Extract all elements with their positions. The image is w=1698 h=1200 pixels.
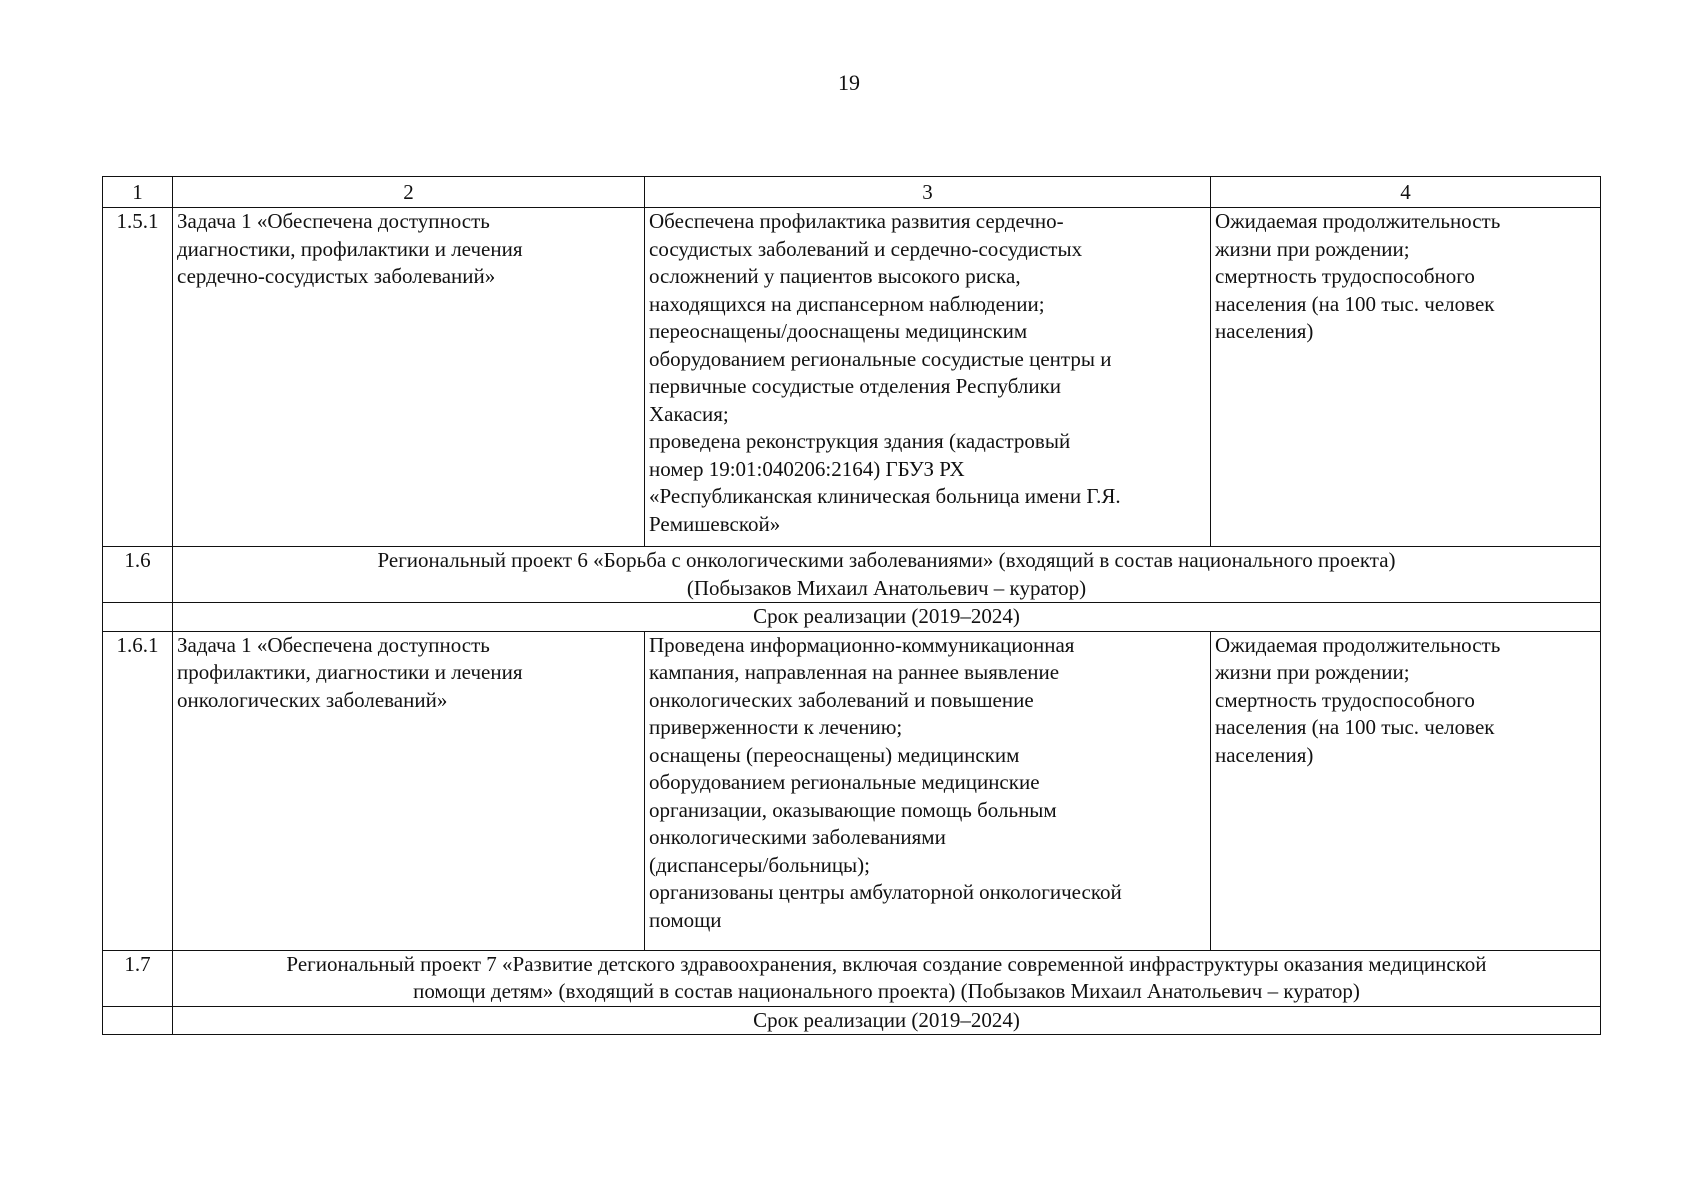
page-number: 19 <box>838 70 860 95</box>
row-number: 1.6 <box>103 547 173 603</box>
row-number <box>103 603 173 632</box>
period-row <box>103 603 1601 632</box>
header-col-2: 2 <box>173 177 645 208</box>
project-title-cell: Региональный проект 6 «Борьба с онкологическими заболеваниями» (входящий в состав национального проекта) (Побызаков Михаил Анатольевич – куратор) <box>173 547 1601 603</box>
project-row <box>103 950 1601 1006</box>
result-cell: Проведена информационно-коммуникационная кампания, направленная на раннее выявление онкологических заболеваний и повышение приверженности к лечению; оснащены (переоснащены) медицинским оборудованием региональные медицинские организации, оказывающие помощь больным онкологическими заболеваниями (диспансеры/больницы); организованы центры амбулаторной онкологической помощи <box>645 631 1211 950</box>
row-number: 1.5.1 <box>103 208 173 547</box>
header-col-3: 3 <box>645 177 1211 208</box>
task-cell: Задача 1 «Обеспечена доступность диагностики, профилактики и лечения сердечно-сосудистых заболеваний» <box>173 208 645 547</box>
row-number: 1.6.1 <box>103 631 173 950</box>
row-number: 1.7 <box>103 950 173 1006</box>
period-row <box>103 1006 1601 1035</box>
header-col-1: 1 <box>103 177 173 208</box>
table-row <box>103 631 1601 950</box>
table-row <box>103 208 1601 547</box>
indicator-cell: Ожидаемая продолжительность жизни при рождении; смертность трудоспособного населения (на 100 тыс. человек населения) <box>1211 631 1601 950</box>
task-cell: Задача 1 «Обеспечена доступность профилактики, диагностики и лечения онкологических заболеваний» <box>173 631 645 950</box>
period-cell: Срок реализации (2019–2024) <box>173 603 1601 632</box>
row-number <box>103 1006 173 1035</box>
project-title-cell: Региональный проект 7 «Развитие детского здравоохранения, включая создание современной инфраструктуры оказания медицинской помощи детям» (входящий в состав национального проекта) (Побызаков Михаил Анатольевич – куратор) <box>173 950 1601 1006</box>
table-header-row <box>103 177 1601 208</box>
result-cell: Обеспечена профилактика развития сердечно- сосудистых заболеваний и сердечно-сосудистых осложнений у пациентов высокого риска, находящихся на диспансерном наблюдении; переоснащены/дооснащены медицинским оборудованием региональные сосудистые центры и первичные сосудистые отделения Республики Хакасия; проведена реконструкция здания (кадастровый номер 19:01:040206:2164) ГБУЗ РХ «Республиканская клиническая больница имени Г.Я. Ремишевской» <box>645 208 1211 547</box>
period-cell: Срок реализации (2019–2024) <box>173 1006 1601 1035</box>
indicator-cell: Ожидаемая продолжительность жизни при рождении; смертность трудоспособного населения (на 100 тыс. человек населения) <box>1211 208 1601 547</box>
project-row <box>103 547 1601 603</box>
program-table <box>102 176 1601 1035</box>
header-col-4: 4 <box>1211 177 1601 208</box>
